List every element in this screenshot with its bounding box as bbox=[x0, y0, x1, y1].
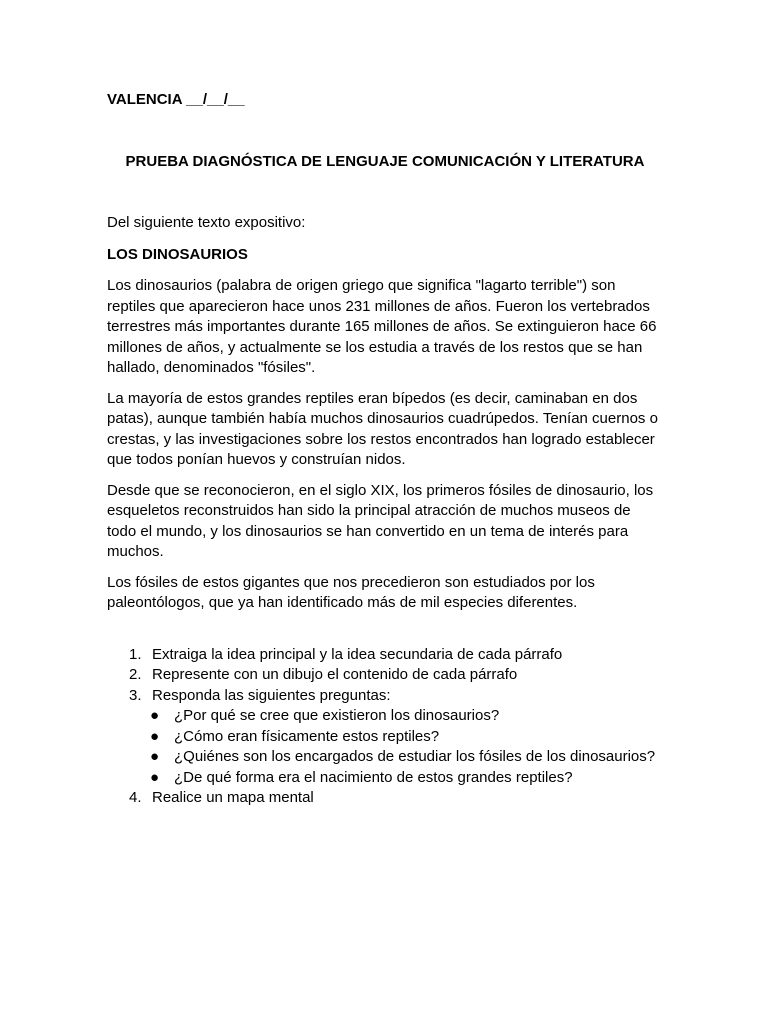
paragraph: Los dinosaurios (palabra de origen griego que significa "lagarto terrible") son reptiles que aparecieron hace unos 231 millones de años. Fueron los vertebrados terrestres más importantes durante 165 millones de años. Se extinguieron hace 66 millones de años, y actualmente se los estudia a través de los restos que se han hallado, denominados "fósiles". bbox=[107, 277, 657, 376]
activity-number: 1. bbox=[129, 645, 142, 663]
activity-list bbox=[107, 645, 663, 809]
intro-line: Del siguiente texto expositivo: bbox=[107, 214, 306, 231]
activity-text: Extraiga la idea principal y la idea secundaria de cada párrafo bbox=[152, 645, 563, 663]
document-title: PRUEBA DIAGNÓSTICA DE LENGUAJE COMUNICACIÓN Y LITERATURA bbox=[125, 153, 645, 170]
question-text: ¿De qué forma era el nacimiento de estos grandes reptiles? bbox=[174, 768, 573, 786]
section-heading: LOS DINOSAURIOS bbox=[107, 245, 248, 263]
question-item bbox=[152, 747, 663, 768]
paragraph: Los fósiles de estos gigantes que nos precedieron son estudiados por los paleontólogos, que ya han identificado más de mil especies diferentes. bbox=[107, 573, 595, 611]
bullet-icon: ● bbox=[150, 768, 160, 786]
activity-item bbox=[107, 645, 663, 666]
activity-item bbox=[107, 686, 663, 789]
paragraph: Desde que se reconocieron, en el siglo XIX, los primeros fósiles de dinosaurio, los esqueletos reconstruidos han sido la principal atracción de muchos museos de todo el mundo, y los dinosaurios se han convertido en un tema de interés para muchos. bbox=[107, 481, 654, 560]
question-item bbox=[152, 727, 663, 748]
question-text: ¿Cómo eran físicamente estos reptiles? bbox=[174, 727, 440, 745]
activity-item bbox=[107, 788, 663, 809]
activity-item bbox=[107, 665, 663, 686]
bullet-icon: ● bbox=[150, 748, 160, 765]
activity-number: 3. bbox=[129, 686, 142, 704]
question-text: ¿Por qué se cree que existieron los dinosaurios? bbox=[174, 707, 500, 724]
bullet-icon: ● bbox=[150, 727, 160, 745]
activity-number: 4. bbox=[129, 789, 142, 806]
city-date-line: VALENCIA __/__/__ bbox=[107, 91, 245, 108]
bullet-icon: ● bbox=[150, 707, 160, 724]
activity-number: 2. bbox=[129, 666, 142, 683]
question-list bbox=[152, 706, 663, 788]
activity-text: Realice un mapa mental bbox=[152, 789, 314, 806]
activity-text: Represente con un dibujo el contenido de cada párrafo bbox=[152, 666, 518, 683]
activity-text: Responda las siguientes preguntas: bbox=[152, 686, 391, 704]
question-item bbox=[152, 706, 663, 727]
question-item bbox=[152, 768, 663, 789]
document-body bbox=[107, 213, 663, 809]
paragraph: La mayoría de estos grandes reptiles eran bípedos (es decir, caminaban en dos patas), aunque también había muchos dinosaurios cuadrúpedos. Tenían cuernos o crestas, y las investigaciones sobre los restos encontrados han logrado establecer que todos ponían huevos y construían nidos. bbox=[107, 389, 658, 468]
question-text: ¿Quiénes son los encargados de estudiar los fósiles de los dinosaurios? bbox=[174, 748, 656, 765]
